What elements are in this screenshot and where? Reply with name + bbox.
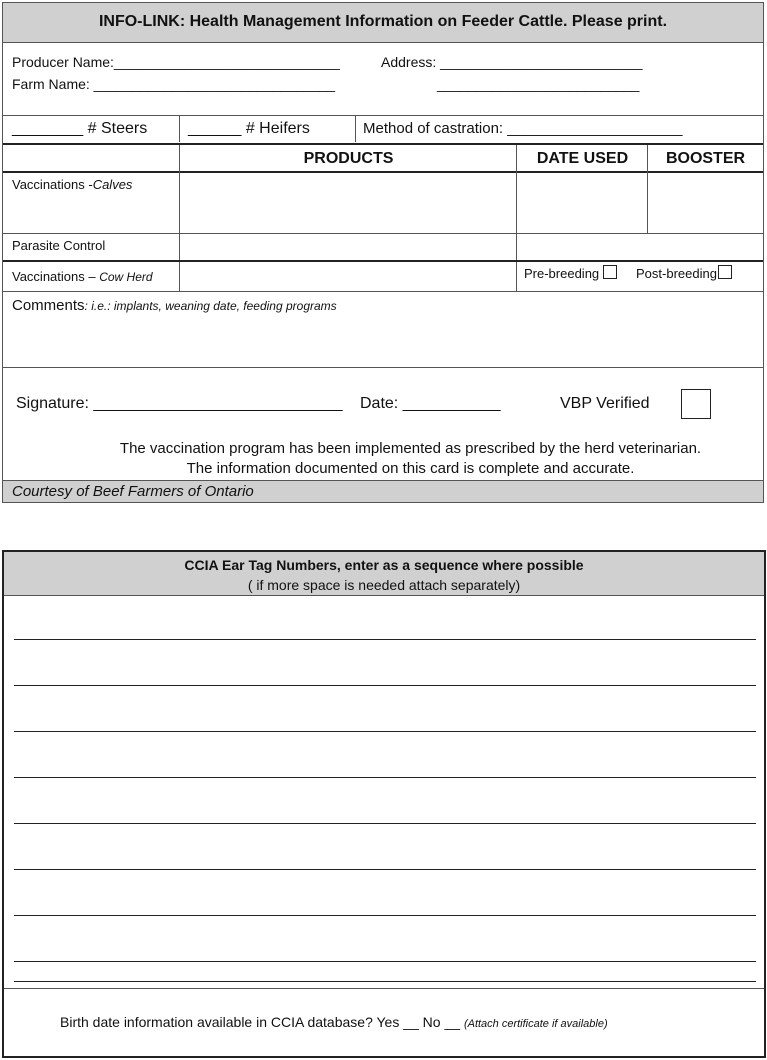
vbp-verified-checkbox[interactable] [681,389,711,419]
ear-tag-entry-line[interactable] [14,869,756,870]
pre-breeding-option[interactable] [524,265,617,281]
heifers-field[interactable]: ______ # Heifers [188,120,310,137]
row-label-vaccinations-calves [12,177,132,192]
calves-date-used-cell[interactable] [517,173,647,233]
ear-tag-entry-line[interactable] [14,981,756,982]
post-breeding-label: Post-breeding [636,266,717,281]
calves-products-cell[interactable] [180,173,516,233]
col-date-used: DATE USED [536,150,629,167]
attach-certificate-note: (Attach certificate if available) [463,1018,608,1030]
address-line2-field[interactable]: __________________________ [437,76,640,92]
ccia-ear-tag-card [2,550,766,1058]
castration-method-field[interactable]: Method of castration: _____________________ [363,120,683,137]
ccia-header [4,552,764,596]
farm-name-field[interactable]: Farm Name: _______________________________ [12,76,336,92]
statement-line-2: The information documented on this card is complete and accurate. [186,460,635,477]
divider [3,291,763,292]
comments-hint: : i.e.: implants, weaning date, feeding programs [84,299,337,313]
date-field[interactable]: Date: ___________ [360,395,501,412]
ear-tag-entry-line[interactable] [14,685,756,686]
health-info-card [2,2,764,503]
divider [355,115,356,142]
label-text: Comments [12,297,85,314]
pre-breeding-checkbox[interactable] [603,265,617,279]
divider [3,367,763,368]
producer-name-field[interactable]: Producer Name:_____________________________ [12,54,340,70]
ear-tag-entry-line[interactable] [14,961,756,962]
col-products: PRODUCTS [303,150,394,167]
vbp-verified-label: VBP Verified [560,395,650,412]
divider [179,115,180,142]
statement-line-1: The vaccination program has been implemented as prescribed by the herd veterinarian. [119,440,702,457]
ear-tag-entry-line[interactable] [14,777,756,778]
label-text: Cow Herd [99,270,153,284]
divider [3,143,763,145]
ear-tag-entry-line[interactable] [14,915,756,916]
calves-booster-cell[interactable] [648,173,763,233]
label-text: Vaccinations - [12,177,93,192]
comments-area[interactable] [3,315,763,367]
courtesy-footer [3,480,763,502]
label-text: Vaccinations – [12,269,100,284]
post-breeding-checkbox[interactable] [718,265,732,279]
ear-tag-entry-line[interactable] [14,823,756,824]
birth-date-text: Birth date information available in CCIA database? Yes __ No __ [60,1014,464,1030]
row-label-parasite-control: Parasite Control [12,238,106,253]
comments-label [12,297,337,314]
divider [3,115,763,116]
card-header [3,3,763,43]
ccia-title: CCIA Ear Tag Numbers, enter as a sequence where possible [184,557,584,573]
courtesy-text: Courtesy of Beef Farmers of Ontario [12,483,254,500]
divider [4,988,764,989]
ear-tag-entry-line[interactable] [14,639,756,640]
post-breeding-option[interactable] [636,265,732,281]
birth-date-question [60,1014,608,1030]
ccia-subtitle: ( if more space is needed attach separately) [247,577,521,593]
card-title: INFO-LINK: Health Management Information on Feeder Cattle. Please print. [98,13,668,30]
col-booster: BOOSTER [665,150,746,167]
ear-tag-entry-line[interactable] [14,731,756,732]
label-text: Calves [92,177,133,192]
steers-field[interactable]: ________ # Steers [12,120,148,137]
cow-herd-products-cell[interactable] [180,262,516,291]
pre-breeding-label: Pre-breeding [524,266,600,281]
address-field[interactable]: Address: __________________________ [381,54,643,70]
parasite-products-cell[interactable] [180,234,516,260]
row-label-vaccinations-cow-herd [12,269,153,284]
signature-field[interactable]: Signature: ____________________________ [16,395,343,412]
